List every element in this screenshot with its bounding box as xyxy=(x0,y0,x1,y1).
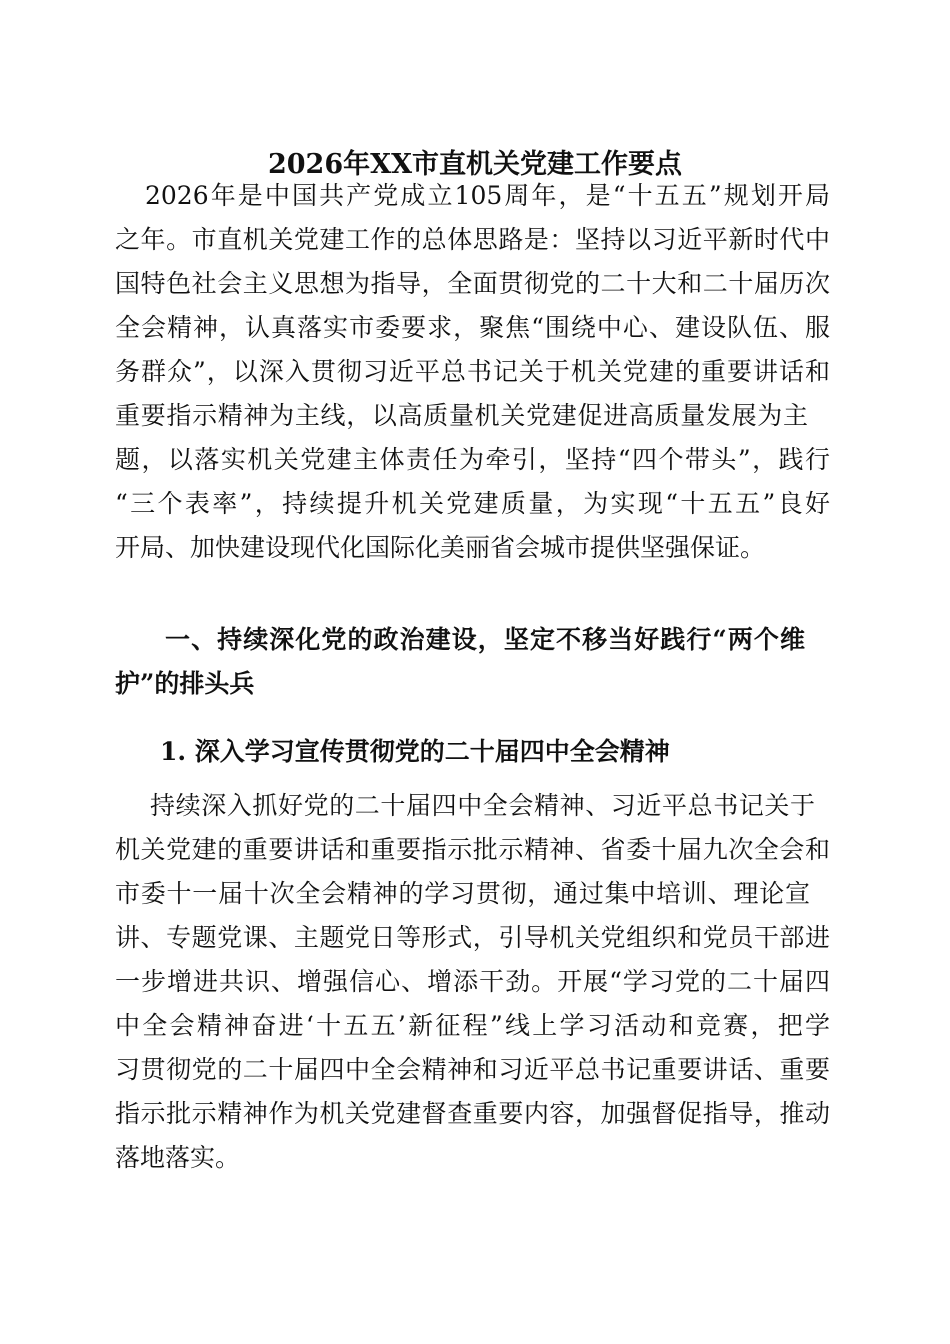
text-line: 指示批示精神作为机关党建督查重要内容，加强督促指导，推动 xyxy=(115,1099,830,1128)
text-line: 务群众”，以深入贯彻习近平总书记关于机关党建的重要讲话和 xyxy=(115,357,830,386)
text-line: 题，以落实机关党建主体责任为牵引，坚持“四个带头”，践行 xyxy=(115,445,830,474)
document-title: 2026年XX市直机关党建工作要点 xyxy=(267,149,683,180)
heading-line: 护”的排头兵 xyxy=(115,669,255,698)
text-line: 市委十一届十次全会精神的学习贯彻，通过集中培训、理论宣 xyxy=(115,879,810,908)
heading-line: 一、持续深化党的政治建设，坚定不移当好践行“两个维 xyxy=(165,625,805,654)
text-line: 国特色社会主义思想为指导，全面贯彻党的二十大和二十届历次 xyxy=(115,269,830,298)
subsection-1-paragraph xyxy=(115,784,830,1180)
text-line: 落地落实。 xyxy=(115,1143,241,1172)
text-line: 全会精神，认真落实市委要求，聚焦“围绕中心、建设队伍、服 xyxy=(115,313,830,342)
text-line: 之年。市直机关党建工作的总体思路是：坚持以习近平新时代中 xyxy=(115,225,830,254)
text-line: 机关党建的重要讲话和重要指示批示精神、省委十届九次全会和 xyxy=(115,835,830,864)
text-line: 持续深入抓好党的二十届四中全会精神、习近平总书记关于 xyxy=(150,791,815,820)
text-line: 一步增进共识、增强信心、增添干劲。开展“学习党的二十届四 xyxy=(115,967,830,996)
intro-paragraph xyxy=(115,174,830,570)
heading-line: 1. 深入学习宣传贯彻党的二十届四中全会精神 xyxy=(160,737,670,766)
text-line: “三个表率”，持续提升机关党建质量，为实现“十五五”良好 xyxy=(115,489,830,518)
text-line: 中全会精神奋进‘十五五’新征程”线上学习活动和竞赛，把学 xyxy=(115,1011,830,1040)
subsection-heading-1 xyxy=(115,730,830,774)
text-line: 习贯彻党的二十届四中全会精神和习近平总书记重要讲话、重要 xyxy=(115,1055,830,1084)
text-line: 重要指示精神为主线，以高质量机关党建促进高质量发展为主 xyxy=(115,401,808,430)
section-heading-1 xyxy=(115,618,830,706)
text-line: 2026年是中国共产党成立105周年，是“十五五”规划开局 xyxy=(145,181,830,210)
text-line: 讲、专题党课、主题党日等形式，引导机关党组织和党员干部进 xyxy=(115,923,830,952)
text-line: 开局、加快建设现代化国际化美丽省会城市提供坚强保证。 xyxy=(115,533,766,562)
